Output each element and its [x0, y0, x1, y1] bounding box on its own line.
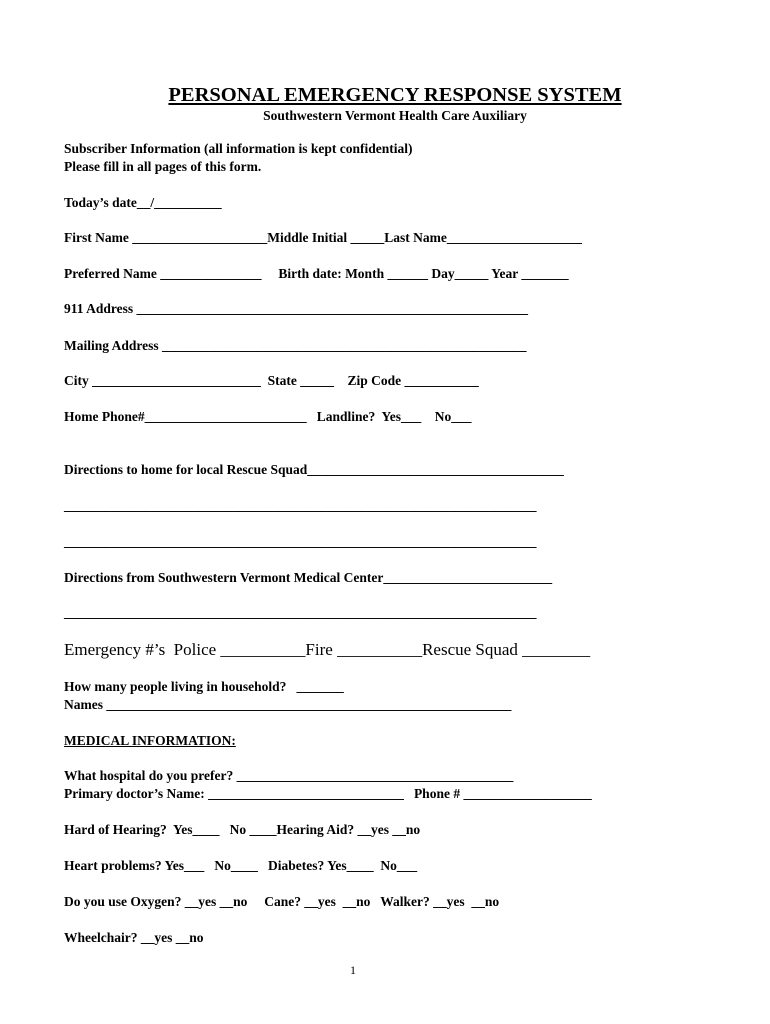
heart-diabetes-row[interactable]: Heart problems? Yes___ No____ Diabetes? Yes____ No___ — [64, 858, 418, 873]
household-count-field[interactable]: How many people living in household? _______ — [64, 679, 344, 694]
subscriber-info-heading: Subscriber Information (all information is kept confidential) — [64, 141, 413, 156]
hearing-row[interactable]: Hard of Hearing? Yes____ No ____Hearing Aid? __yes __no — [64, 822, 421, 837]
fill-instruction: Please fill in all pages of this form. — [64, 159, 262, 174]
emergency-numbers-row[interactable]: Emergency #’s Police __________Fire __________Rescue Squad ________ — [64, 640, 591, 659]
todays-date-field[interactable]: Today’s date__/__________ — [64, 195, 222, 210]
home-phone-row[interactable]: Home Phone#________________________ Landline? Yes___ No___ — [64, 409, 472, 424]
address-911-field[interactable]: 911 Address __________________________________________________________ — [64, 301, 529, 316]
primary-doctor-row[interactable]: Primary doctor’s Name: _____________________________ Phone # ___________________ — [64, 786, 592, 801]
preferred-hospital-field[interactable]: What hospital do you prefer? _________________________________________ — [64, 768, 514, 783]
medical-info-heading: MEDICAL INFORMATION: — [64, 733, 236, 748]
directions-rescue-field[interactable]: Directions to home for local Rescue Squad______________________________________ — [64, 462, 564, 477]
form-title: PERSONAL EMERGENCY RESPONSE SYSTEM — [168, 84, 622, 106]
page-number: 1 — [350, 963, 356, 977]
directions-blank-line[interactable]: ______________________________________________________________________ — [64, 605, 537, 620]
household-names-field[interactable]: Names ____________________________________________________________ — [64, 697, 512, 712]
directions-blank-line[interactable]: ______________________________________________________________________ — [64, 534, 537, 549]
name-fields-row[interactable]: First Name ____________________Middle Initial _____Last Name____________________ — [64, 230, 582, 245]
directions-svmc-field[interactable]: Directions from Southwestern Vermont Medical Center_________________________ — [64, 570, 553, 585]
form-subtitle: Southwestern Vermont Health Care Auxiliary — [263, 108, 527, 123]
mailing-address-field[interactable]: Mailing Address ______________________________________________________ — [64, 338, 527, 353]
preferred-name-birthdate-row[interactable]: Preferred Name _______________ Birth date: Month ______ Day_____ Year _______ — [64, 266, 569, 281]
city-state-zip-row[interactable]: City _________________________ State _____ Zip Code ___________ — [64, 373, 479, 388]
mobility-aids-row[interactable]: Do you use Oxygen? __yes __no Cane? __yes __no Walker? __yes __no — [64, 894, 500, 909]
wheelchair-row[interactable]: Wheelchair? __yes __no — [64, 930, 204, 945]
directions-blank-line[interactable]: ______________________________________________________________________ — [64, 498, 537, 513]
